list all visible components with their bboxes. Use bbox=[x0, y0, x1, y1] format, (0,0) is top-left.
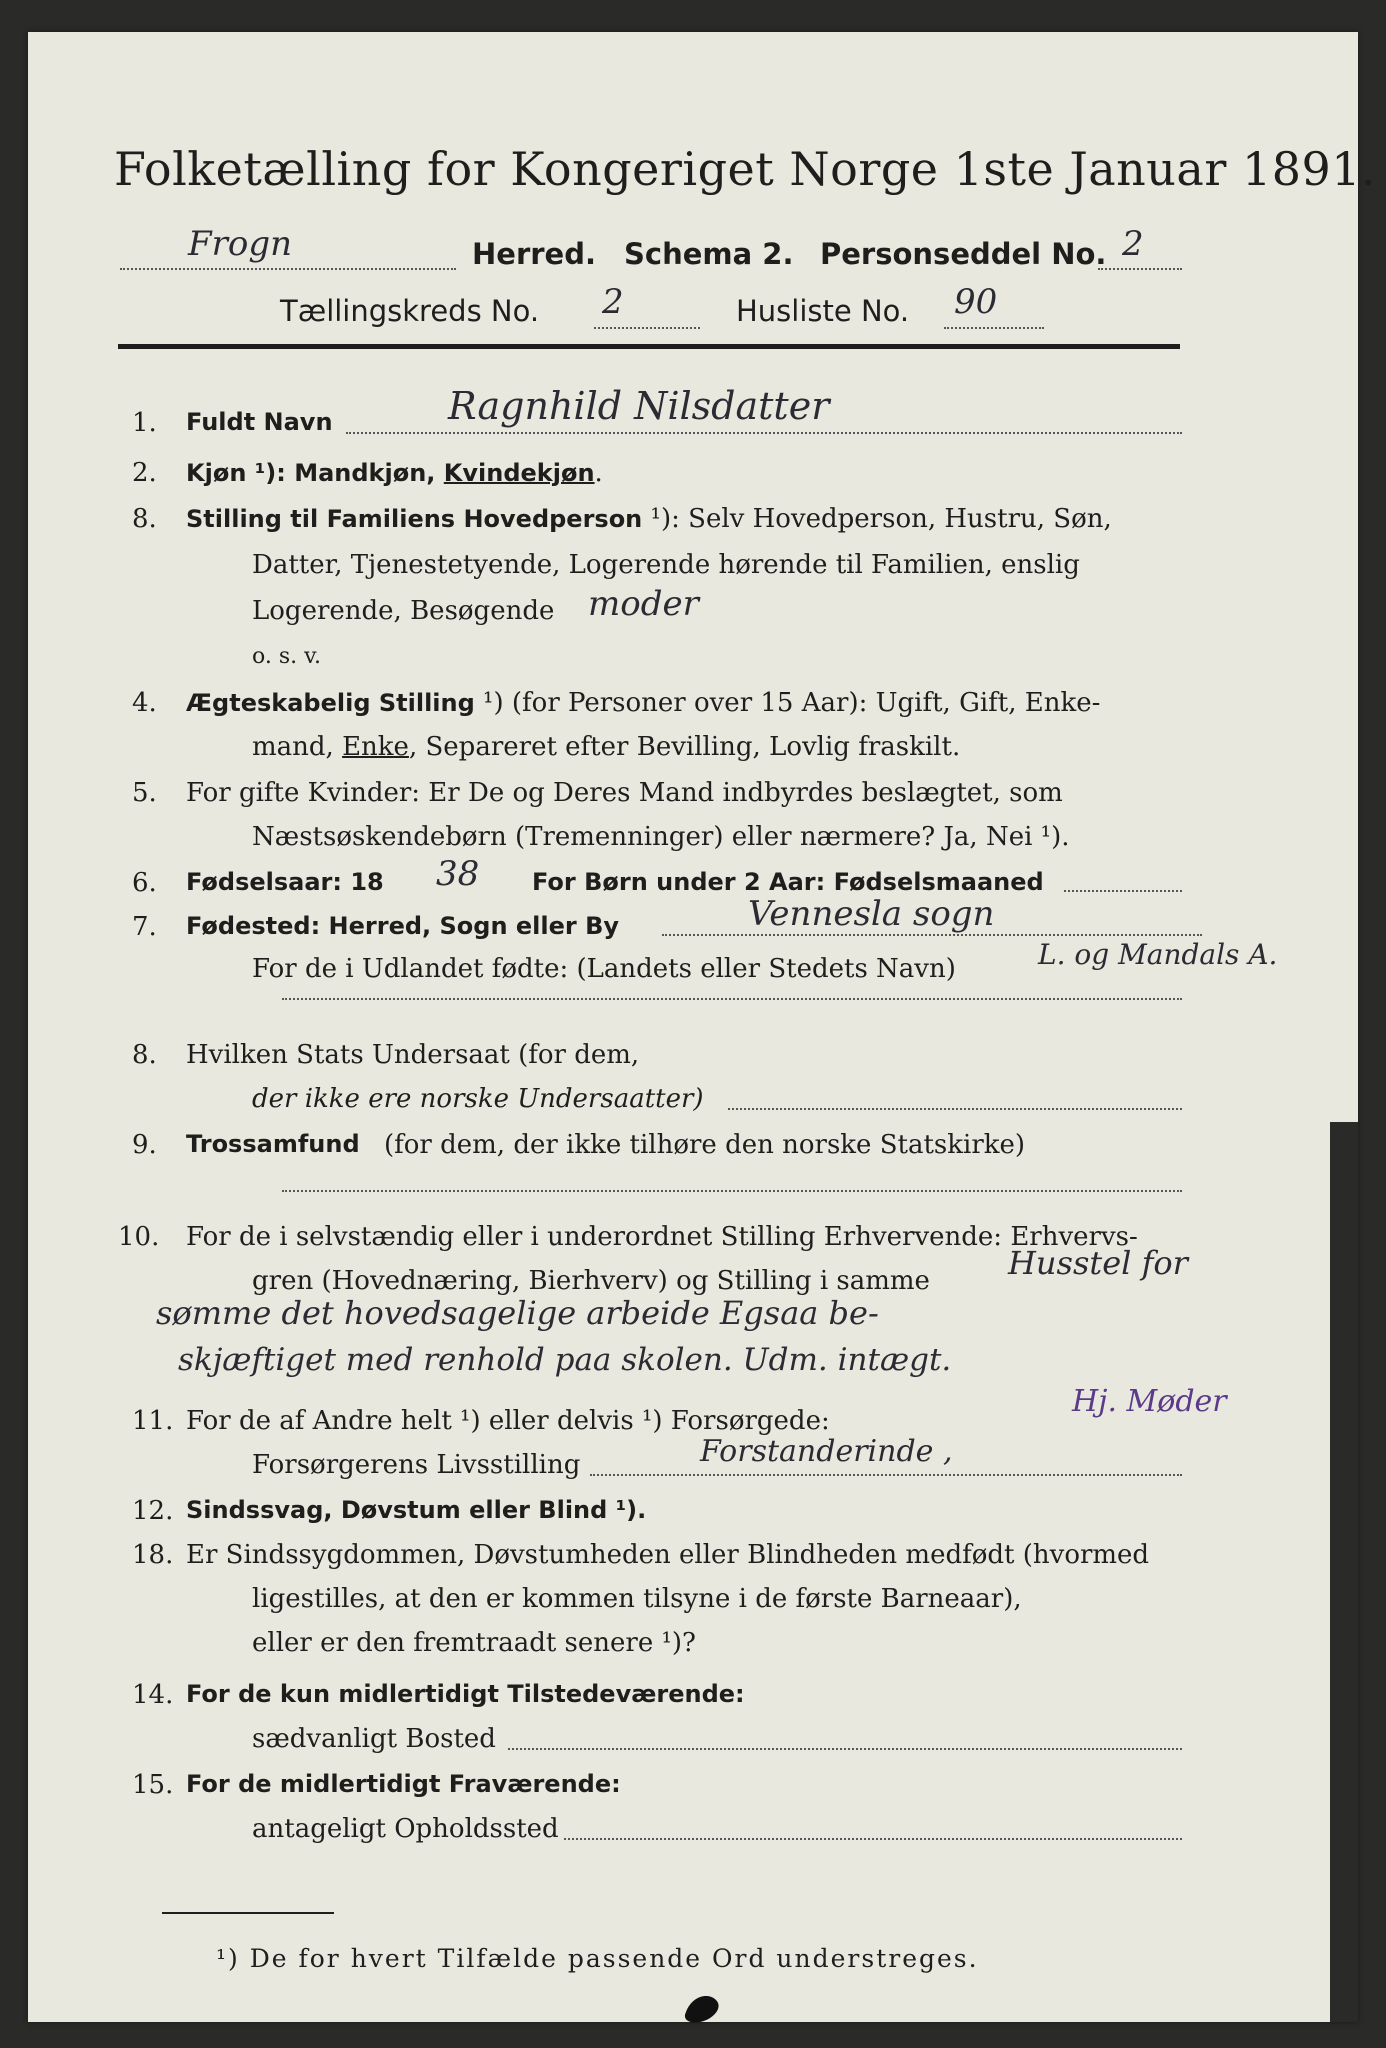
q15-line2: antageligt Opholdssted bbox=[252, 1814, 559, 1844]
schema-label: Schema 2. bbox=[624, 237, 794, 271]
q3-line1-rest: ¹): Selv Hovedperson, Hustru, Søn, bbox=[642, 504, 1112, 534]
q11-number: 11. bbox=[132, 1406, 174, 1436]
q12-line1: Sindssvag, Døvstum eller Blind ¹). bbox=[186, 1496, 647, 1524]
husliste-dotted-line bbox=[944, 327, 1044, 329]
q4-selected-enke: Enke bbox=[342, 732, 409, 762]
q13-line3: eller er den fremtraadt senere ¹)? bbox=[252, 1628, 696, 1658]
q6-dotted-line bbox=[1064, 890, 1182, 892]
q9-rest: (for dem, der ikke tilhøre den norske Statskirke) bbox=[384, 1130, 1026, 1160]
q3-label: Stilling til Familiens Hovedperson bbox=[186, 505, 643, 533]
footnote-rule bbox=[162, 1912, 334, 1914]
q3-line4: o. s. v. bbox=[252, 644, 321, 669]
q14-line2: sædvanligt Bosted bbox=[252, 1724, 496, 1754]
q3-value: moder bbox=[588, 584, 699, 624]
q4-line1 bbox=[186, 688, 1100, 718]
occupation-value-d: Hj. Møder bbox=[1072, 1384, 1227, 1419]
husliste-value: 90 bbox=[954, 282, 998, 322]
q12-number: 12. bbox=[132, 1496, 174, 1526]
q1-dotted-line bbox=[346, 432, 1182, 434]
q8-dotted-line bbox=[728, 1108, 1182, 1110]
q14-number: 14. bbox=[132, 1680, 174, 1710]
q10-line1: For de i selvstændig eller i underordnet Stilling Erhvervende: Erhvervs- bbox=[186, 1222, 1138, 1252]
q3-number: 8. bbox=[132, 504, 157, 534]
q8-number: 8. bbox=[132, 1040, 157, 1070]
q4-line2-a: mand, bbox=[252, 732, 343, 762]
q13-line2: ligestilles, at den er kommen tilsyne i de første Barneaar), bbox=[252, 1584, 1022, 1614]
occupation-value-c: skjæftiget med renhold paa skolen. Udm. intægt. bbox=[178, 1342, 952, 1378]
q7-line2: For de i Udlandet fødte: (Landets eller Stedets Navn) bbox=[252, 954, 956, 984]
q2-suffix: . bbox=[594, 458, 603, 488]
occupation-value-b: sømme det hovedsagelige arbeide Egsaa be- bbox=[156, 1294, 879, 1332]
census-form-page bbox=[28, 32, 1377, 2022]
q15-dotted-line bbox=[564, 1838, 1182, 1840]
husliste-label: Husliste No. bbox=[736, 294, 910, 328]
q5-line2: Næstsøskendebørn (Tremenninger) eller nærmere? Ja, Nei ¹). bbox=[252, 822, 1070, 852]
ink-blot-mark bbox=[678, 1982, 728, 2032]
q11-line2: Forsørgerens Livsstilling bbox=[252, 1450, 581, 1480]
personseddel-value: 2 bbox=[1122, 224, 1144, 264]
header-divider bbox=[118, 344, 1180, 349]
q7-dotted-line bbox=[662, 934, 1202, 936]
q6-rest: For Børn under 2 Aar: Fødselsmaaned bbox=[532, 868, 1044, 896]
q3-line3: Logerende, Besøgende bbox=[252, 596, 555, 626]
q14-dotted-line bbox=[508, 1748, 1182, 1750]
form-title: Folketælling for Kongeriget Norge 1ste Januar 1891. bbox=[114, 142, 1377, 196]
q7-dotted-line2 bbox=[282, 998, 1182, 1000]
q4-line1-rest: ¹) (for Personer over 15 Aar): Ugift, Gift, Enke- bbox=[474, 688, 1101, 718]
birthplace-value: Vennesla sogn bbox=[748, 894, 995, 934]
q11-line1: For de af Andre helt ¹) eller delvis ¹) Forsørgede: bbox=[186, 1406, 830, 1436]
q4-label: Ægteskabelig Stilling bbox=[186, 689, 475, 717]
q11-dotted-line bbox=[590, 1474, 1182, 1476]
herred-dotted-line bbox=[120, 268, 456, 270]
personseddel-label: Personseddel No. bbox=[820, 237, 1107, 271]
q7-number: 7. bbox=[132, 912, 157, 942]
kreds-label: Tællingskreds No. bbox=[280, 294, 540, 328]
q4-number: 4. bbox=[132, 688, 157, 718]
q2-prefix: Kjøn ¹): Mandkjøn, bbox=[186, 459, 444, 487]
q4-line2 bbox=[252, 732, 960, 762]
q13-line1: Er Sindssygdommen, Døvstumheden eller Blindheden medfødt (hvormed bbox=[186, 1540, 1150, 1570]
q10-number: 10. bbox=[118, 1222, 160, 1252]
kreds-value: 2 bbox=[602, 282, 624, 322]
provider-value: Forstanderinde , bbox=[700, 1434, 953, 1469]
q8-line1: Hvilken Stats Undersaat (for dem, bbox=[186, 1040, 640, 1070]
q9-number: 9. bbox=[132, 1130, 157, 1160]
personseddel-dotted-line bbox=[1098, 268, 1182, 270]
herred-value: Frogn bbox=[188, 224, 292, 264]
kreds-dotted-line bbox=[594, 327, 700, 329]
q9-label: Trossamfund bbox=[186, 1130, 360, 1158]
q3-line1 bbox=[186, 504, 1112, 534]
q4-line2-b: , Separeret efter Bevilling, Lovlig fraskilt. bbox=[408, 732, 961, 762]
q13-number: 18. bbox=[132, 1540, 174, 1570]
birthplace-value2: L. og Mandals A. bbox=[1038, 938, 1278, 971]
q2-sex-line bbox=[186, 458, 603, 488]
q1-label: Fuldt Navn bbox=[186, 408, 333, 436]
q15-line1: For de midlertidigt Fraværende: bbox=[186, 1770, 621, 1798]
q8-line2: der ikke ere norske Undersaatter) bbox=[252, 1084, 704, 1114]
q14-line1: For de kun midlertidigt Tilstedeværende: bbox=[186, 1680, 745, 1708]
q7-label: Fødested: Herred, Sogn eller By bbox=[186, 912, 620, 940]
q15-number: 15. bbox=[132, 1770, 174, 1800]
full-name-value: Ragnhild Nilsdatter bbox=[448, 384, 830, 428]
footnote: ¹) De for hvert Tilfælde passende Ord understreges. bbox=[216, 1944, 979, 1973]
q9-dotted-line bbox=[282, 1190, 1182, 1192]
q5-number: 5. bbox=[132, 778, 157, 808]
q2-number: 2. bbox=[132, 458, 157, 488]
q6-number: 6. bbox=[132, 868, 157, 898]
q1-number: 1. bbox=[132, 408, 157, 438]
q5-line1: For gifte Kvinder: Er De og Deres Mand indbyrdes beslægtet, som bbox=[186, 778, 1063, 808]
herred-label: Herred. bbox=[472, 237, 596, 271]
q3-line2: Datter, Tjenestetyende, Logerende hørende til Familien, enslig bbox=[252, 550, 1080, 580]
birth-year-value: 38 bbox=[436, 854, 480, 894]
q6-label: Fødselsaar: 18 bbox=[186, 868, 384, 896]
q10-line2: gren (Hovednæring, Bierhverv) og Stilling i samme bbox=[252, 1266, 930, 1296]
occupation-value-a: Husstel for bbox=[1008, 1244, 1188, 1282]
q2-selected-kvindekjon: Kvindekjøn bbox=[443, 459, 595, 487]
